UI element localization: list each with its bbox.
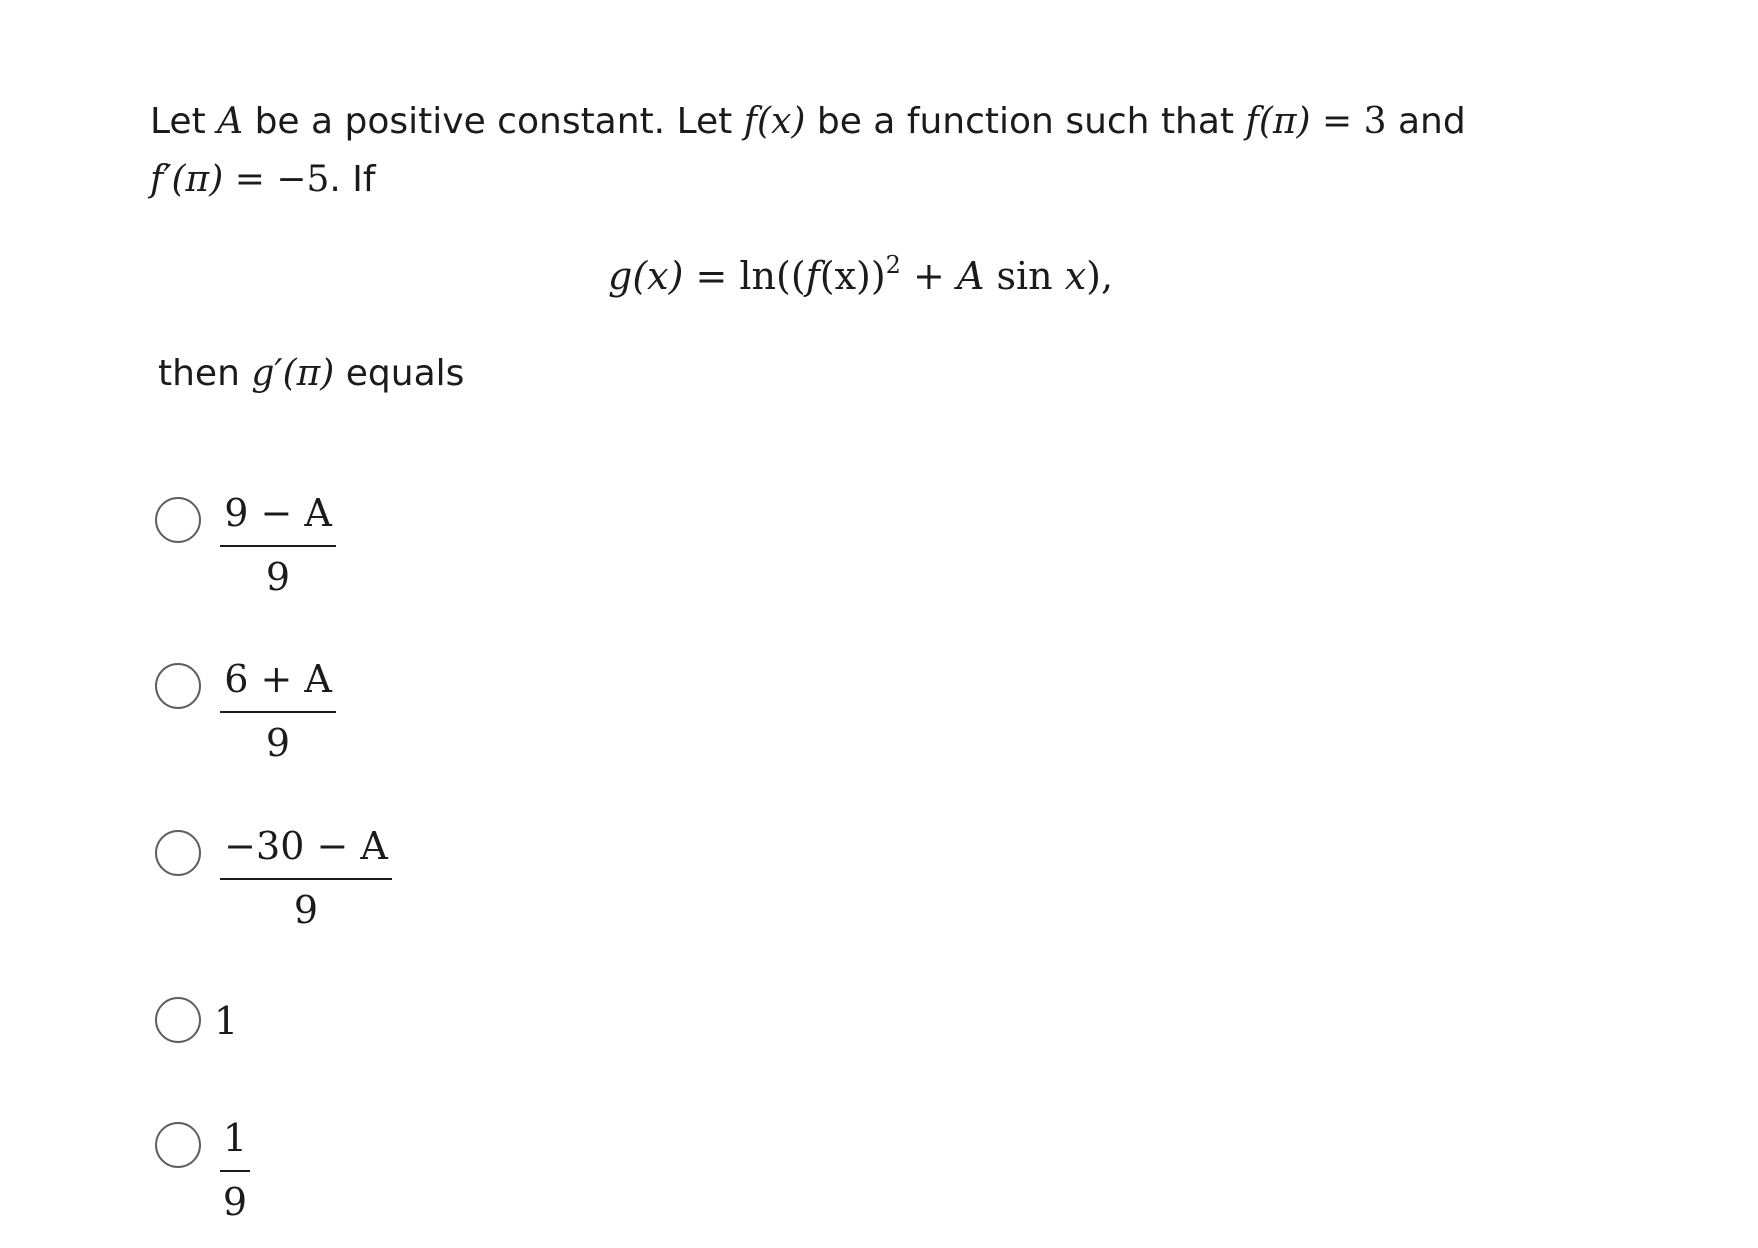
text: be a positive constant. Let	[243, 101, 744, 142]
option-2-radio[interactable]	[155, 663, 201, 709]
text: . If	[329, 159, 376, 200]
option-1-numerator: 9 − A	[224, 491, 332, 535]
option-5-radio[interactable]	[155, 1122, 201, 1168]
question-line-3	[158, 352, 464, 396]
plus: +	[900, 254, 957, 298]
option-5-numerator: 1	[222, 1116, 248, 1160]
function-fx: f(x)	[743, 101, 806, 142]
text: and	[1386, 101, 1466, 142]
option-3-numerator: −30 − A	[224, 824, 388, 868]
variable-A: A	[217, 101, 244, 142]
question-line-2	[150, 158, 376, 202]
option-2-fraction	[220, 653, 336, 769]
f: f	[805, 254, 820, 298]
g-prime-of-pi: g′(π)	[251, 353, 335, 394]
option-1-denominator: 9	[265, 555, 291, 599]
option-5-denominator: 9	[222, 1180, 248, 1224]
equals-minus-5: = −5	[223, 159, 330, 200]
equals-3: = 3	[1310, 101, 1387, 142]
display-equation	[608, 252, 1113, 305]
close: ),	[1086, 254, 1114, 298]
option-4-radio[interactable]	[155, 997, 201, 1043]
option-3-radio[interactable]	[155, 830, 201, 876]
option-3-denominator: 9	[293, 888, 319, 932]
exponent: 2	[885, 251, 901, 279]
text: then	[158, 353, 252, 394]
text: equals	[334, 353, 465, 394]
option-2-denominator: 9	[265, 721, 291, 765]
text: be a function such that	[805, 101, 1246, 142]
option-4-value: 1	[214, 999, 239, 1043]
f-prime-of-pi: f′(π)	[150, 159, 224, 200]
fraction-bar	[220, 711, 336, 713]
equals: =	[683, 254, 740, 298]
fraction-bar	[220, 878, 392, 880]
option-2-numerator: 6 + A	[224, 657, 332, 701]
fraction-bar	[220, 545, 336, 547]
arg: (x))	[819, 254, 886, 298]
g-of-x: g(x)	[608, 254, 684, 298]
text: Let	[150, 101, 218, 142]
question-line-1	[150, 100, 1466, 144]
sin: sin	[984, 254, 1065, 298]
variable-A: A	[956, 254, 985, 298]
fraction-bar	[220, 1170, 250, 1172]
option-3-fraction	[220, 820, 392, 936]
option-1-radio[interactable]	[155, 497, 201, 543]
option-5-fraction	[220, 1112, 250, 1228]
ln: ln((	[739, 254, 806, 298]
variable-x: x	[1064, 254, 1087, 298]
option-1-fraction	[220, 487, 336, 603]
f-of-pi: f(π)	[1245, 101, 1311, 142]
